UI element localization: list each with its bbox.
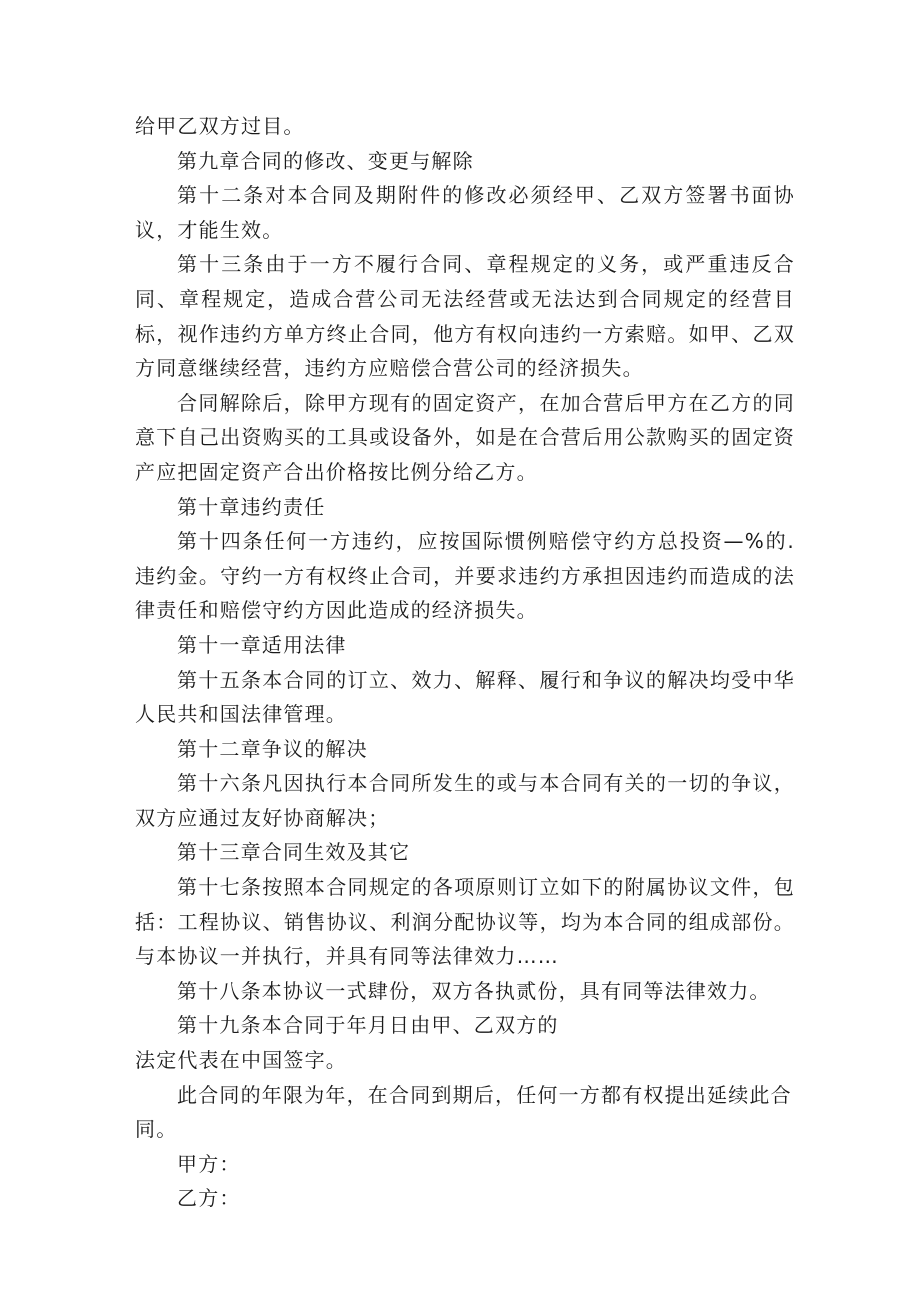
article-paragraph: 第十八条本协议一式肆份，双方各执贰份，具有同等法律效力。 [177,978,771,1003]
paragraph: 给甲乙双方过目。 [135,114,305,138]
paragraph: 此合同的年限为年，在合同到期后，任何一方都有权提出延续此合同。 [135,1082,792,1142]
chapter-heading: 第十三章合同生效及其它 [177,840,411,865]
document-body [135,109,795,1216]
chapter-heading: 第十一章适用法律 [177,632,347,657]
party-a-signature-line: 甲方： [177,1151,241,1176]
article-paragraph: 第十二条对本合同及期附件的修改必须经甲、乙双方签署书面协议，才能生效。 [135,183,795,242]
article-paragraph: 第十六条凡因执行本合同所发生的或与本合同有关的一切的争议，双方应通过友好协商解决； [135,771,795,830]
paragraph: 法定代表在中国签字。 [135,1048,347,1073]
chapter-heading: 第十二章争议的解决 [177,736,368,761]
party-b-signature-line: 乙方： [177,1186,241,1211]
paragraph: 合同解除后，除甲方现有的固定资产，在加合营后甲方在乙方的同意下自己出资购买的工具或设备外，如是在合营后用公款购买的固定资产应把固定资产合出价格按比例分给乙方。 [135,390,795,484]
article-paragraph: 第十九条本合同于年月日由甲、乙双方的 [177,1013,559,1038]
article-paragraph: 第十五条本合同的订立、效力、解释、履行和争议的解决均受中华人民共和国法律管理。 [135,667,795,727]
chapter-heading: 第九章合同的修改、变更与解除 [177,148,474,173]
article-paragraph: 第十四条任何一方违约，应按国际惯例赔偿守约方总投资—%的.违约金。守约一方有权终止合司，并要求违约方承担因违约而造成的法律责任和赔偿守约方因此造成的经济损失。 [135,529,795,623]
chapter-heading: 第十章违约责任 [177,494,326,519]
article-paragraph: 第十七条按照本合同规定的各项原则订立如下的附属协议文件，包括：工程协议、销售协议、利润分配协议等，均为本合同的组成部份。与本协议一并执行，并具有同等法律效力…… [135,875,795,969]
article-paragraph: 第十三条由于一方不履行合同、章程规定的义务，或严重违反合同、章程规定，造成合营公司无法经营或无法达到合同规定的经营目标，视作违约方单方终止合同，他方有权向违约一方索赔。如甲、乙双方同意继续经营，违约方应赔偿合营公司的经济损失。 [135,252,795,381]
